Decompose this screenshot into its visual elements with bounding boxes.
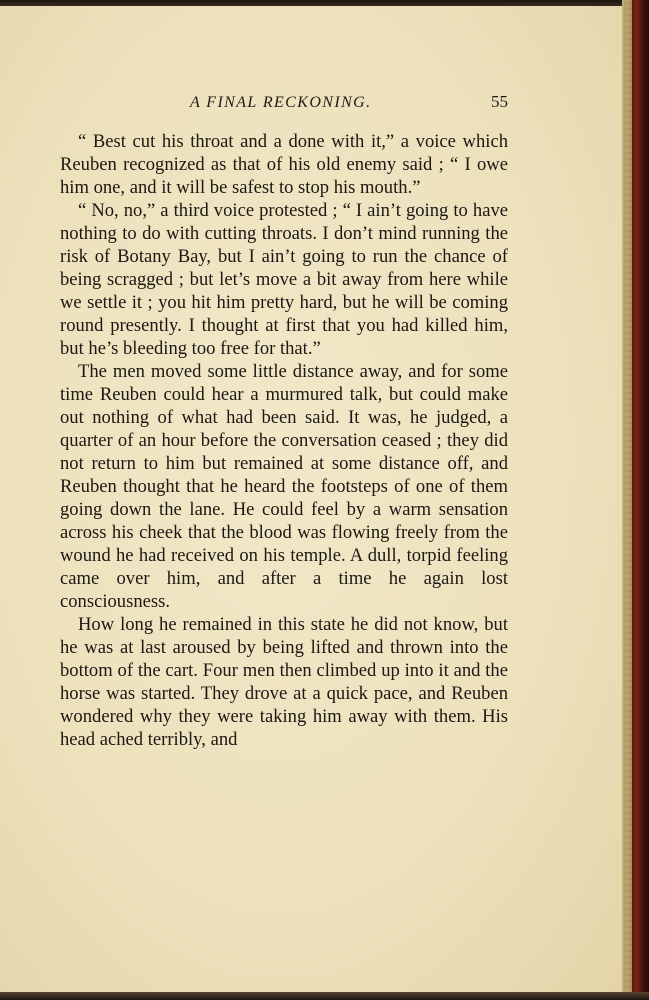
paragraph: The men moved some little distance away, and for some time Reuben could hear a murmured talk, but could make out nothing of what had been said. It was, he judged, a quarter of an hour before the conversation ceased ; they did not return to him but remained at some distance off, and Reuben thought that he heard the footsteps of one of them going down the lane. He could feel by a warm sensation across his cheek that the blood was flowing freely from the wound he had received on his temple. A dull, torpid feeling came over him, and after a time he again lost consciousness. [60,361,508,612]
page-block-edge [626,0,632,1000]
paragraph: “ No, no,” a third voice protested ; “ I ain’t going to have nothing to do with cutting throats. I don’t mind running the risk of Botany Bay, but I ain’t going to run the chance of being scragged ; but let’s move a bit away from here while we settle it ; you hit him pretty hard, but he will be coming round presently. I thought at first that you had killed him, but he’s bleeding too free for that.” [60,200,508,359]
paragraph: How long he remained in this state he did not know, but he was at last aroused by being lifted and thrown into the bottom of the cart. Four men then climbed up into it and the horse was started. They drove at a quick pace, and Reuben wondered why they were taking him away with them. His head ached terribly, and [60,614,508,750]
running-title: A FINAL RECKONING. [190,94,372,111]
page-bottom-edge [0,992,649,1000]
paragraph: “ Best cut his throat and a done with it,” a voice which Reuben recognized as that of his old enemy said ; “ I owe him one, and it will be safest to stop his mouth.” [60,131,508,198]
running-head [60,92,510,112]
body-text [60,130,508,751]
book-binding-edge [622,0,649,1000]
book-page [0,6,622,992]
page-number: 55 [491,92,508,111]
